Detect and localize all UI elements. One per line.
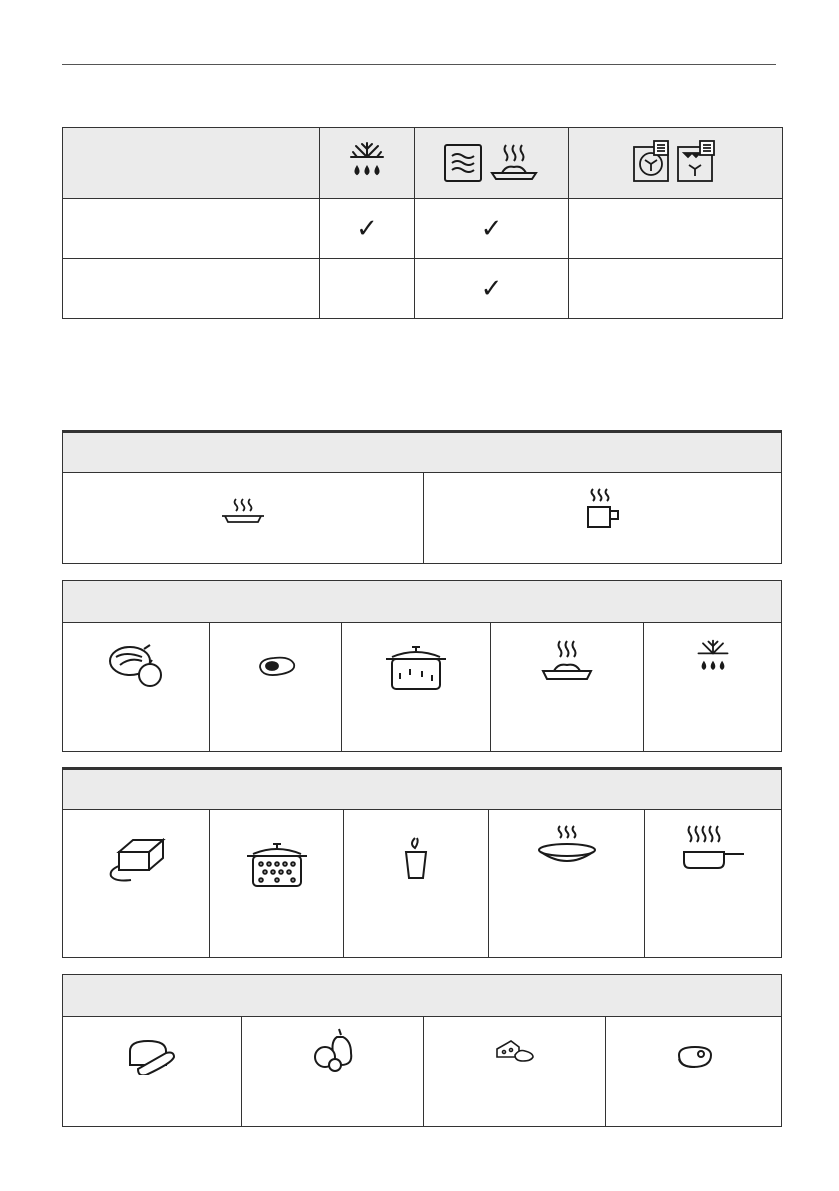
empty-cell (320, 259, 415, 319)
vegetables-icon (104, 643, 168, 689)
grill-fan-program-icons (632, 139, 720, 183)
category-cell (606, 1017, 781, 1126)
defrost-icon (692, 637, 734, 677)
category-title (63, 975, 781, 1017)
defrost-icon (345, 139, 389, 183)
table-row (63, 199, 783, 259)
category-cell (424, 1017, 606, 1126)
category-cell (491, 623, 644, 751)
category-cell (644, 623, 781, 751)
fried-egg-icon (254, 655, 298, 679)
top-rule (62, 64, 776, 65)
category-cell (210, 810, 344, 957)
category-cell (63, 623, 210, 751)
category-cell (342, 623, 491, 751)
category-table-4 (62, 974, 782, 1127)
cheese-icon (495, 1039, 535, 1063)
row-label (63, 259, 320, 319)
category-title (63, 581, 781, 623)
category-cell (489, 810, 645, 957)
category-cell (344, 810, 489, 957)
header-label-cell (63, 128, 320, 199)
category-cell (424, 473, 781, 563)
heated-dish-icon (218, 497, 268, 525)
table-row (63, 259, 783, 319)
cup-icon (401, 834, 431, 882)
fruit-icon (311, 1027, 355, 1073)
hot-pan-icon (680, 824, 746, 872)
hot-mug-icon (583, 487, 623, 529)
boiling-pot-icon (245, 840, 309, 890)
cooking-pot-icon (384, 643, 448, 693)
check-mark: ✓ (320, 199, 415, 259)
category-cell (63, 473, 424, 563)
hot-meal-icon (540, 639, 594, 687)
bread-icon (126, 1039, 178, 1075)
category-cell (242, 1017, 424, 1126)
empty-cell (569, 259, 783, 319)
category-table-2 (62, 580, 782, 752)
butter-melt-icon (105, 838, 167, 884)
check-mark: ✓ (415, 259, 569, 319)
table-header-row (63, 128, 783, 199)
category-cell (63, 1017, 242, 1126)
category-table-3 (62, 767, 782, 958)
empty-cell (569, 199, 783, 259)
category-title (63, 768, 781, 810)
header-programs-cell (569, 128, 783, 199)
header-defrost-cell (320, 128, 415, 199)
category-cell (210, 623, 342, 751)
steak-icon (673, 1045, 715, 1071)
row-label (63, 199, 320, 259)
category-title (63, 431, 781, 473)
check-mark: ✓ (415, 199, 569, 259)
compatibility-table (62, 127, 783, 319)
header-microwave-cell (415, 128, 569, 199)
category-table-1 (62, 430, 782, 564)
microwave-icon (443, 143, 483, 183)
category-cell (63, 810, 210, 957)
category-cell (645, 810, 781, 957)
reheat-dish-icon (488, 141, 540, 185)
soup-plate-icon (535, 824, 599, 868)
